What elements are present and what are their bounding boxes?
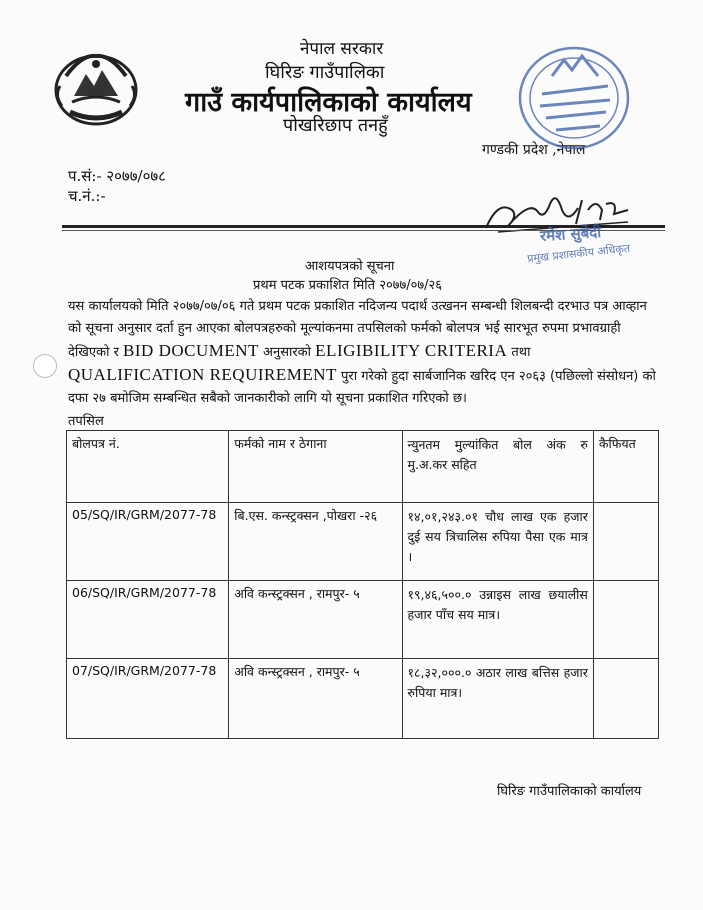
signatory-name: रमेश सुबेदी <box>539 222 602 246</box>
dispatch-number: च.नं.:- <box>68 187 106 205</box>
header-office: गाउँ कार्यपालिकाको कार्यालय <box>185 87 472 118</box>
notice-en-2: ELIGIBILITY CRITERIA <box>315 341 508 360</box>
cell-bid-no: 07/SQ/IR/GRM/2077-78 <box>67 659 229 739</box>
table-row <box>67 581 659 659</box>
cell-firm: अवि कन्स्ट्रक्सन , रामपुर- ५ <box>229 659 402 739</box>
table-row <box>67 503 659 581</box>
notice-text-3: तथा <box>511 345 531 360</box>
cell-remarks <box>593 581 658 659</box>
details-label: तपसिल <box>68 414 104 429</box>
cell-firm: बि.एस. कन्स्ट्रक्सन ,पोखरा -२६ <box>229 503 402 581</box>
cell-bid-no: 05/SQ/IR/GRM/2077-78 <box>67 503 229 581</box>
footer-office: घिरिङ गाउँपालिकाको कार्यालय <box>497 784 642 799</box>
header-place: पोखरिछाप तनहुँ <box>283 115 388 136</box>
col-firm: फर्मको नाम र ठेगाना <box>229 431 402 503</box>
cell-amount: १९,४६,५००.० उन्नाइस लाख छयालीस हजार पाँच सय मात्र। <box>402 581 593 659</box>
notice-subtitle: प्रथम पटक प्रकाशित मिति २०७७/०७/२६ <box>253 278 443 293</box>
cell-bid-no: 06/SQ/IR/GRM/2077-78 <box>67 581 229 659</box>
notice-text-2: अनुसारको <box>263 345 312 360</box>
header-province: गण्डकी प्रदेश ,नेपाल <box>482 142 586 158</box>
table-row <box>67 659 659 739</box>
nepal-emblem-icon <box>52 46 140 128</box>
header-gov: नेपाल सरकार <box>300 39 384 59</box>
header-municipality: घिरिङ गाउँपालिका <box>265 62 385 83</box>
cell-amount: १४,०१,२४३.०१ चौध लाख एक हजार दुई सय त्रिचालिस रुपिया पैसा एक मात्र । <box>402 503 593 581</box>
notice-text-1: यस कार्यालयको मिति २०७७/०७/०६ गते प्रथम पटक प्रकाशित नदिजन्य पदार्थ उत्खनन सम्बन्धी शिलबन्दी दरभाउ पत्र आव्हान को सूचना अनुसार दर्ता हुन आएका बोलपत्रहरुको मूल्यांकनमा तपसिलको फर्मको बोलपत्र भई सारभूत रुपमा प्रभावग्राही देखिएको र <box>68 299 647 360</box>
col-amount: न्युनतम मुल्यांकित बोल अंक रु मु.अ.कर सहित <box>402 431 593 503</box>
letter-number: प.सं:- २०७७/०७८ <box>68 167 166 185</box>
signatory-title: प्रमुख प्रशासकीय अधिकृत <box>526 241 631 266</box>
cell-firm: अवि कन्स्ट्रक्सन , रामपुर- ५ <box>229 581 402 659</box>
notice-en-3: QUALIFICATION REQUIREMENT <box>68 365 337 384</box>
cell-remarks <box>593 503 658 581</box>
office-seal-stamp <box>512 42 632 157</box>
col-remarks: कैफियत <box>593 431 658 503</box>
bid-table <box>66 430 659 739</box>
notice-body <box>68 296 658 410</box>
notice-en-1: BID DOCUMENT <box>123 341 259 360</box>
notice-text-4: पुरा गरेको हुदा सार्बजानिक खरिद एन २०६३ (पछिल्लो संसोधन) को दफा २७ बमोजिम सम्बन्धित सबैको जानकारीको लागि यो सूचना प्रकाशित गरिएको छ। <box>68 369 656 406</box>
col-bid-no: बोलपत्र नं. <box>67 431 229 503</box>
table-header-row <box>67 431 659 503</box>
punch-hole <box>33 354 57 378</box>
cell-amount: १८,३२,०००.० अठार लाख बत्तिस हजार रुपिया मात्र। <box>402 659 593 739</box>
cell-remarks <box>593 659 658 739</box>
notice-title: आशयपत्रको सूचना <box>305 259 395 274</box>
